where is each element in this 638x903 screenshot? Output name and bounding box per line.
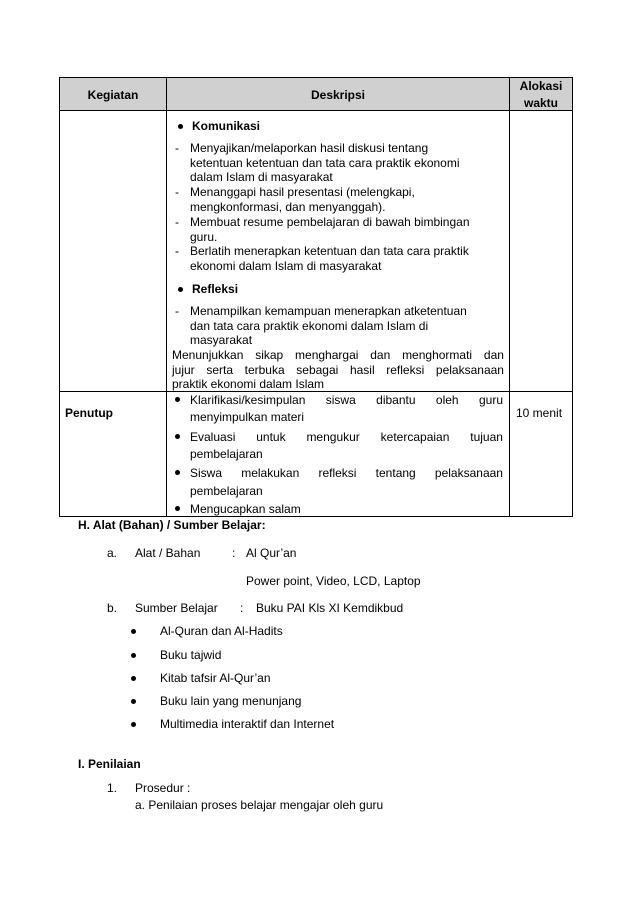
- komunikasi-item-1-line-2: ketentuan ketentuan dan tata cara praktik ekonomi: [190, 156, 460, 170]
- word: terbuka: [244, 363, 285, 377]
- item-b-marker: b.: [107, 601, 118, 615]
- word: Evaluasi: [190, 430, 236, 444]
- word: refleksi: [386, 363, 425, 377]
- word: sebagai: [296, 363, 339, 377]
- item-1-marker: 1.: [107, 781, 118, 795]
- refleksi-paragraph-line-2: [172, 363, 504, 377]
- alat-bahan-value-2: Power point, Video, LCD, Laptop: [246, 574, 421, 588]
- refleksi-item-line-2: dan tata cara praktik ekonomi dalam Islam di: [190, 319, 429, 333]
- bullet-icon: [131, 653, 136, 658]
- dash-marker: -: [175, 185, 179, 199]
- dash-marker: -: [175, 141, 179, 155]
- komunikasi-heading: Komunikasi: [192, 119, 261, 133]
- penutup-item-3-line-1: [190, 466, 503, 480]
- alat-bahan-colon: :: [232, 546, 236, 560]
- word: mengukur: [306, 430, 360, 444]
- source-item: Kitab tafsir Al-Qur’an: [160, 671, 271, 685]
- komunikasi-item-4-line-2: ekonomi dalam Islam di masyarakat: [190, 259, 382, 273]
- bullet-icon: [175, 434, 180, 439]
- penutup-item-2-line-1: [190, 430, 503, 444]
- item-a-marker: a.: [107, 546, 118, 560]
- bullet-icon: [131, 629, 136, 634]
- source-item: Multimedia interaktif dan Internet: [160, 717, 335, 731]
- source-item: Al-Quran dan Al-Hadits: [160, 624, 283, 638]
- word: guru: [478, 393, 503, 407]
- komunikasi-item-3-line-1: Membuat resume pembelajaran di bawah bimbingan: [190, 215, 470, 229]
- sumber-belajar-value: Buku PAI Kls XI Kemdikbud: [256, 601, 404, 615]
- word: menghargai: [295, 348, 359, 362]
- sumber-belajar-colon: :: [240, 601, 244, 615]
- word: refleksi: [318, 466, 357, 480]
- prosedur-sub-item: a. Penilaian proses belajar mengajar oleh guru: [135, 798, 384, 812]
- section-i-title: I. Penilaian: [78, 757, 141, 771]
- word: menghormati: [402, 348, 473, 362]
- komunikasi-item-3-line-2: guru.: [190, 230, 218, 244]
- prosedur-label: Prosedur :: [135, 781, 191, 795]
- table-row-rule: [59, 391, 573, 392]
- alat-bahan-label: Alat / Bahan: [135, 546, 201, 560]
- refleksi-paragraph-line-3: praktik ekonomi dalam Islam: [172, 377, 325, 391]
- word: siswa: [325, 393, 356, 407]
- word: sikap: [255, 348, 284, 362]
- bullet-icon: [175, 470, 180, 475]
- word: melakukan: [241, 466, 300, 480]
- header-kegiatan: Kegiatan: [87, 88, 139, 102]
- penutup-label: Penutup: [65, 406, 113, 420]
- penutup-item-4: Mengucapkan salam: [190, 502, 301, 516]
- table-border-bottom: [59, 516, 573, 517]
- table-border-right: [572, 77, 573, 517]
- refleksi-item-line-3: masyarakat: [190, 333, 253, 347]
- bullet-icon: [131, 722, 136, 727]
- penutup-item-1-line-1: [190, 393, 503, 407]
- komunikasi-item-2-line-1: Menanggapi hasil presentasi (melengkapi,: [190, 185, 415, 199]
- word: jujur: [172, 363, 195, 377]
- word: ketercapaian: [380, 430, 450, 444]
- table-border-top: [59, 77, 573, 78]
- bullet-icon: [175, 506, 180, 511]
- komunikasi-item-2-line-2: mengkonformasi, dan menyanggah).: [190, 200, 386, 214]
- header-alokasi: Alokasi: [519, 79, 563, 93]
- word: Menunjukkan: [172, 348, 244, 362]
- dash-marker: -: [175, 304, 179, 318]
- penutup-item-2-line-2: pembelajaran: [190, 447, 263, 461]
- word: pelaksanaan: [435, 363, 504, 377]
- header-deskripsi: Deskripsi: [310, 88, 366, 102]
- header-waktu: waktu: [523, 96, 558, 110]
- dash-marker: -: [175, 215, 179, 229]
- word: tujuan: [470, 430, 503, 444]
- komunikasi-item-1-line-3: dalam Islam di masyarakat: [190, 170, 333, 184]
- section-h-title: H. Alat (Bahan) / Sumber Belajar:: [78, 518, 266, 532]
- word: pelaksanaan: [434, 466, 503, 480]
- refleksi-heading: Refleksi: [192, 282, 239, 296]
- refleksi-item-line-1: Menampilkan kemampuan menerapkan atketentuan: [190, 304, 467, 318]
- bullet-icon: [175, 397, 180, 402]
- dash-marker: -: [175, 244, 179, 258]
- penutup-item-3-line-2: pembelajaran: [190, 484, 263, 498]
- penutup-item-1-line-2: menyimpulkan materi: [190, 410, 305, 424]
- table-border-left: [59, 77, 60, 517]
- table-column-rule: [166, 77, 167, 517]
- word: dibantu: [376, 393, 416, 407]
- source-item: Buku lain yang menunjang: [160, 694, 302, 708]
- refleksi-paragraph-line-1: [172, 348, 504, 362]
- word: dan: [370, 348, 391, 362]
- komunikasi-item-4-line-1: Berlatih menerapkan ketentuan dan tata cara praktik: [190, 244, 469, 258]
- word: Klarifikasi/kesimpulan: [190, 393, 306, 407]
- word: hasil: [349, 363, 375, 377]
- table-header-rule: [59, 110, 573, 111]
- sumber-belajar-label: Sumber Belajar: [135, 601, 218, 615]
- word: dan: [483, 348, 504, 362]
- word: untuk: [256, 430, 286, 444]
- bullet-icon: [131, 699, 136, 704]
- word: serta: [206, 363, 233, 377]
- source-item: Buku tajwid: [160, 648, 222, 662]
- bullet-icon: [178, 124, 183, 129]
- bullet-icon: [131, 676, 136, 681]
- word: Siswa: [190, 466, 223, 480]
- komunikasi-item-1-line-1: Menyajikan/melaporkan hasil diskusi tentang: [190, 141, 429, 155]
- penutup-time: 10 menit: [516, 406, 563, 420]
- word: oleh: [435, 393, 459, 407]
- word: tentang: [375, 466, 416, 480]
- table-column-rule: [509, 77, 510, 517]
- alat-bahan-value-1: Al Qur’an: [246, 546, 297, 560]
- bullet-icon: [178, 287, 183, 292]
